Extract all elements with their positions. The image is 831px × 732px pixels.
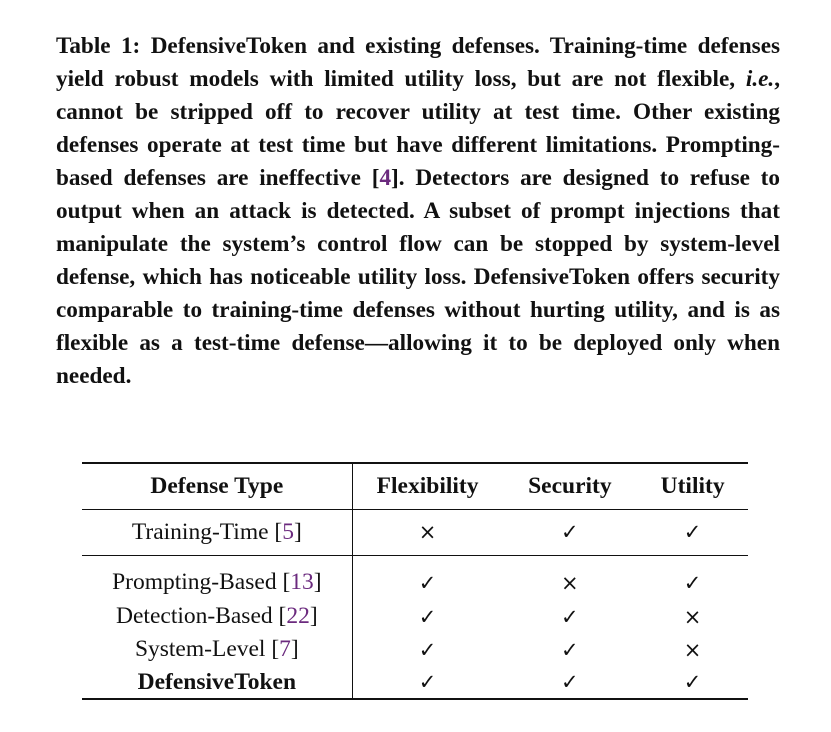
security-cell: ✓ <box>561 670 579 694</box>
caption-citation-link[interactable]: 4 <box>379 165 392 191</box>
defense-type-cell: Training-Time [5] <box>82 509 352 555</box>
security-cell: ✓ <box>561 520 579 544</box>
flexibility-cell: ✓ <box>418 570 437 595</box>
citation-link[interactable]: 22 <box>286 603 310 629</box>
flexibility-cell: ✓ <box>418 604 437 629</box>
table-row <box>82 600 748 633</box>
security-cell: × <box>561 570 579 595</box>
defense-name: DefensiveToken <box>137 668 297 695</box>
flexibility-cell: × <box>418 520 437 544</box>
defense-name: Prompting-Based <box>112 569 277 596</box>
utility-cell: ✓ <box>683 670 702 694</box>
defense-comparison-table <box>82 462 748 700</box>
flexibility-cell: ✓ <box>418 637 437 662</box>
caption-label: Table 1: <box>56 33 141 59</box>
utility-cell: ✓ <box>683 570 702 595</box>
utility-cell: × <box>683 637 702 662</box>
caption-text-1: DefensiveToken and existing defenses. Training-time defenses yield robust models with limited utility loss, but are not flexible, <box>56 33 781 92</box>
caption-ie: i.e. <box>745 66 775 92</box>
defense-name: System-Level <box>134 636 266 662</box>
citation-link[interactable]: 13 <box>290 569 314 596</box>
caption-text-3: ]. Detectors are designed to refuse to output when an attack is detected. A subset of prompt injections that manipulate the system’s control flow can be stopped by system-level defense, which has noticeable utility loss. DefensiveToken offers security comparable to training-time defenses without hurting utility, and is as flexible as a test-time defense—allowing it to be deployed only when needed. <box>56 165 780 389</box>
table-header-row <box>82 463 748 509</box>
table-row <box>82 509 748 555</box>
utility-cell: × <box>683 604 702 629</box>
security-cell: ✓ <box>561 604 579 629</box>
table-row <box>82 633 748 666</box>
caption-text-2: , cannot be stripped off to recover utility at test time. Other existing defenses operate at test time but have different limitations. Prompting-based defenses are ineffective [ <box>56 66 780 191</box>
table-row <box>82 555 748 600</box>
defense-name: Training-Time <box>131 518 269 545</box>
utility-cell: ✓ <box>683 520 702 544</box>
header-security: Security <box>528 472 612 499</box>
defense-type-cell: System-Level [7] <box>82 633 352 666</box>
table-row <box>82 666 748 699</box>
flexibility-cell: ✓ <box>418 670 437 694</box>
defense-type-cell: Prompting-Based [13] <box>82 555 352 600</box>
security-cell: ✓ <box>561 637 579 662</box>
header-utility: Utility <box>660 472 725 499</box>
citation-link[interactable]: 5 <box>282 518 294 545</box>
defense-type-cell: Detection-Based [22] <box>82 600 352 633</box>
defense-name: Detection-Based <box>116 603 273 629</box>
defense-type-cell <box>82 666 352 699</box>
citation-link[interactable]: 7 <box>279 636 291 662</box>
header-flexibility: Flexibility <box>376 472 479 499</box>
table-caption <box>56 30 780 393</box>
header-defense-type: Defense Type <box>82 463 352 509</box>
